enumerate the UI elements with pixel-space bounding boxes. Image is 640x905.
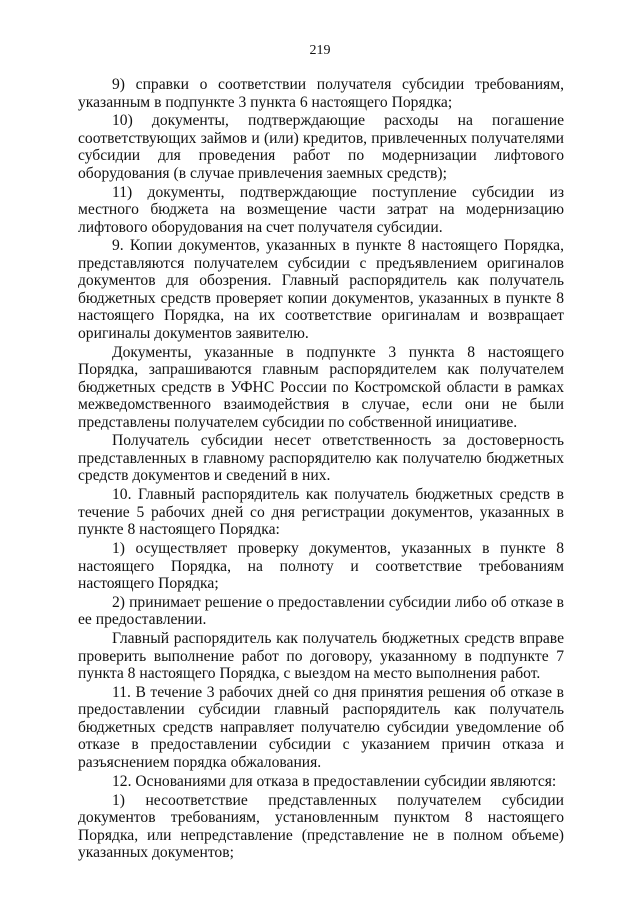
paragraph-clause-9-copies: 9. Копии документов, указанных в пункте 8 настоящего Порядка, представляются получателем субсидии с предъявлением оригиналов документов для обозрения. Главный распорядитель как получатель бюджетных средств проверяет копии документов, указанных в пункте 8 настоящего Порядка, на их соответствие оригиналам и возвращает оригиналы документов заявителю. (78, 237, 564, 342)
paragraph-clause-10-item-1: 1) осуществляет проверку документов, указанных в пункте 8 настоящего Порядка, на полноту и соответствие требованиям настоящего Порядка; (78, 540, 564, 593)
paragraph-clause-11-refusal-notice: 11. В течение 3 рабочих дней со дня принятия решения об отказе в предоставлении субсидии главный распорядитель как получатель бюджетных средств направляет получателю субсидии уведомление об отказе в предоставлении субсидии с указанием причин отказа и разъяснением порядка обжалования. (78, 683, 564, 771)
paragraph-documents-requested: Документы, указанные в подпункте 3 пункта 8 настоящего Порядка, запрашиваются главным распорядителем как получателем бюджетных средств в УФНС России по Костромской области в рамках межведомственного взаимодействия в случае, если они не были представлены получателем субсидии по собственной инициативе. (78, 343, 564, 431)
paragraph-clause-10-item-2: 2) принимает решение о предоставлении субсидии либо об отказе в ее предоставлении. (78, 593, 564, 629)
paragraph-recipient-responsibility: Получатель субсидии несет ответственность за достоверность представленных в главному распорядителю как получателю бюджетных средств документов и сведений в них. (78, 432, 564, 485)
paragraph-10-loan-documents: 10) документы, подтверждающие расходы на погашение соответствующих займов и (или) кредитов, привлеченных получателями субсидии для проведения работ по модернизации лифтового оборудования (в случае привлечения заемных средств); (78, 112, 564, 182)
paragraph-clause-12-item-1: 1) несоответствие представленных получателем субсидии документов требованиям, установленным пунктом 8 настоящего Порядка, или непредставление (представление не в полном объеме) указанных документов; (78, 791, 564, 862)
paragraph-clause-10-intro: 10. Главный распорядитель как получатель бюджетных средств в течение 5 рабочих дней со дня регистрации документов, указанных в пункте 8 настоящего Порядка: (78, 486, 564, 539)
paragraph-11-subsidy-receipt-documents: 11) документы, подтверждающие поступление субсидии из местного бюджета на возмещение части затрат на модернизацию лифтового оборудования на счет получателя субсидии. (78, 183, 564, 236)
paragraph-9-certificates: 9) справки о соответствии получателя субсидии требованиям, указанным в подпункте 3 пункта 6 настоящего Порядка; (78, 76, 564, 111)
paragraph-work-verification: Главный распорядитель как получатель бюджетных средств вправе проверить выполнение работ по договору, указанному в подпункте 7 пункта 8 настоящего Порядка, с выездом на место выполнения работ. (78, 630, 564, 683)
page-number: 219 (309, 43, 331, 58)
paragraph-clause-12-grounds: 12. Основаниями для отказа в предоставлении субсидии являются: (112, 772, 557, 790)
document-body (78, 76, 564, 863)
